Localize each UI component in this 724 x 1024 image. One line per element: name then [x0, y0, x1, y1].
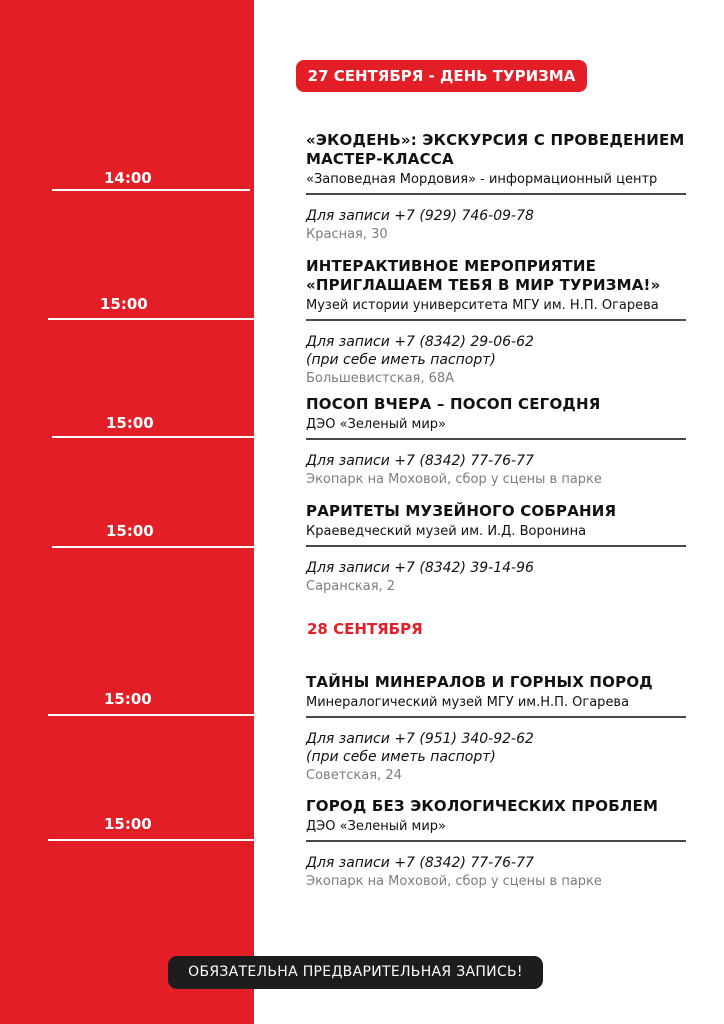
event-booking: Для записи +7 (8342) 77-76-77	[306, 453, 534, 469]
time-underline	[52, 436, 254, 438]
event-venue: Краеведческий музей им. И.Д. Воронина	[306, 524, 587, 539]
event-time: 15:00	[106, 414, 154, 432]
event-divider	[306, 840, 686, 842]
event-divider	[306, 716, 686, 718]
event-card	[306, 502, 686, 596]
event-time: 14:00	[104, 169, 152, 187]
time-underline	[48, 839, 254, 841]
event-address: Большевистская, 68А	[306, 371, 455, 386]
event-time: 15:00	[106, 522, 154, 540]
event-address: Красная, 30	[306, 227, 388, 242]
event-booking-note: (при себе иметь паспорт)	[306, 352, 496, 368]
event-venue: Минералогический музей МГУ им.Н.П. Огарева	[306, 695, 630, 710]
event-card	[306, 797, 686, 891]
time-underline	[52, 546, 254, 548]
event-card	[306, 257, 686, 388]
event-booking: Для записи +7 (8342) 29-06-62	[306, 334, 534, 350]
registration-notice: ОБЯЗАТЕЛЬНА ПРЕДВАРИТЕЛЬНАЯ ЗАПИСЬ!	[168, 956, 543, 989]
red-side-band	[0, 0, 254, 1024]
event-title: РАРИТЕТЫ МУЗЕЙНОГО СОБРАНИЯ	[306, 502, 617, 520]
event-time: 15:00	[104, 815, 152, 833]
time-underline	[48, 318, 254, 320]
section-date: 28 СЕНТЯБРЯ	[307, 620, 423, 638]
event-title: ИНТЕРАКТИВНОЕ МЕРОПРИЯТИЕ «ПРИГЛАШАЕМ ТЕБЯ В МИР ТУРИЗМА!»	[306, 257, 661, 294]
event-venue: Музей истории университета МГУ им. Н.П. Огарева	[306, 298, 659, 313]
event-booking: Для записи +7 (8342) 77-76-77	[306, 855, 534, 871]
event-card	[306, 395, 686, 489]
event-time: 15:00	[100, 295, 148, 313]
date-banner: 27 СЕНТЯБРЯ - ДЕНЬ ТУРИЗМА	[296, 60, 587, 92]
event-address: Экопарк на Моховой, сбор у сцены в парке	[306, 472, 602, 487]
event-booking: Для записи +7 (929) 746-09-78	[306, 208, 534, 224]
event-title: ТАЙНЫ МИНЕРАЛОВ И ГОРНЫХ ПОРОД	[306, 673, 653, 691]
event-booking: Для записи +7 (8342) 39-14-96	[306, 560, 534, 576]
time-underline	[52, 189, 250, 191]
event-address: Саранская, 2	[306, 579, 396, 594]
event-divider	[306, 193, 686, 195]
event-venue: «Заповедная Мордовия» - информационный центр	[306, 172, 658, 187]
event-booking: Для записи +7 (951) 340-92-62	[306, 731, 534, 747]
event-address: Экопарк на Моховой, сбор у сцены в парке	[306, 874, 602, 889]
event-card	[306, 673, 686, 785]
event-venue: ДЭО «Зеленый мир»	[306, 819, 446, 834]
event-divider	[306, 438, 686, 440]
event-venue: ДЭО «Зеленый мир»	[306, 417, 446, 432]
event-card	[306, 131, 686, 244]
event-divider	[306, 319, 686, 321]
event-booking-note: (при себе иметь паспорт)	[306, 749, 496, 765]
time-underline	[48, 714, 254, 716]
event-time: 15:00	[104, 690, 152, 708]
event-title: ГОРОД БЕЗ ЭКОЛОГИЧЕСКИХ ПРОБЛЕМ	[306, 797, 659, 815]
event-address: Советская, 24	[306, 768, 402, 783]
event-divider	[306, 545, 686, 547]
event-title: «ЭКОДЕНЬ»: ЭКСКУРСИЯ С ПРОВЕДЕНИЕМ МАСТЕР-КЛАССА	[306, 131, 685, 168]
event-title: ПОСОП ВЧЕРА – ПОСОП СЕГОДНЯ	[306, 395, 601, 413]
